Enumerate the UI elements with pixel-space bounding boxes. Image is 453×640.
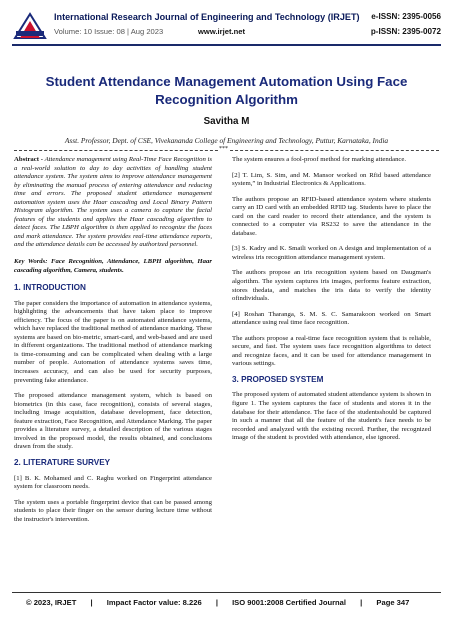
reference-3: [3] S. Kadry and K. Smaili worked on A design and implementation of a wireless iris recognition attendance management system. xyxy=(232,245,431,261)
abstract-label: Abstract - xyxy=(14,156,43,163)
footer-copyright: © 2023, IRJET xyxy=(26,598,77,607)
section-heading-proposed-system: 3. PROPOSED SYSTEM xyxy=(232,374,324,384)
journal-masthead xyxy=(12,10,441,44)
footer-separator: | xyxy=(90,598,93,607)
author-affiliation: Asst. Professor, Dept. of CSE, Vivekananda College of Engineering and Technology, Puttur, Karnataka, India xyxy=(64,136,389,145)
journal-meta xyxy=(54,27,245,36)
literature-paragraph-3: The system ensures a fool-proof method for marking attendance. xyxy=(232,156,407,163)
volume-issue: Volume: 10 Issue: 08 | Aug 2023 xyxy=(54,27,164,36)
proposed-system-paragraph: The proposed system of automated student attendance system is shown in figure 1. The system captures the face of students and stores it in the database for their attendance. The face of the studentsshould be captured in such a manner that all the feature of the student's face needs to be recorded and analyzed with the existing record. Further, the recognized image of the student is provided with attendance, else ignored. xyxy=(232,391,431,442)
footer-rule xyxy=(12,592,441,593)
literature-paragraph-5: The authors propose an iris recognition system based on Daugman's algorithm. The system captures iris images, performs feature extraction, stores thedata, and matches the iris data to verify the identity ofindividuals. xyxy=(232,269,431,303)
literature-paragraph-4: The authors propose an RFID-based attendance system where students carry an ID card with an embedded RFID tag. Students have to place the card on the card reader to record their attendance, and the system is connected to a computer via RS232 to save the attendance in the database. xyxy=(232,195,431,237)
literature-paragraph-1: [1] B. K. Mohamed and C. Raghu worked on Fingerprint attendance system for classroom needs. xyxy=(14,474,212,491)
section-heading-introduction: 1. INTRODUCTION xyxy=(14,283,86,293)
keywords-text: Face Recognition, Attendance, LBPH algorithm, Haar cascading algorithm, Camera, students. xyxy=(14,258,212,274)
irjet-logo-icon xyxy=(12,11,48,41)
p-issn: p-ISSN: 2395-0072 xyxy=(370,27,441,36)
paper-title: Student Attendance Management Automation Using Face Recognition Algorithm xyxy=(45,74,408,107)
right-column xyxy=(232,156,431,450)
journal-name: International Research Journal of Engineering and Technology (IRJET) xyxy=(54,12,360,22)
introduction-paragraph-1: The paper considers the importance of automation in attendance systems, highlighting the advancements that have taken place to improve efficiency. The focus of the paper is on automated attendance systems, which have replaced the traditional method of attendance marking. These systems are based on bio-metric, smart-card, and web-based and are used in different organizations. The traditional method of attendance marking is time-consuming and can be complicated when dealing with a large number of people. Automation of attendance systems saves time, increases accuracy, and can also be used for security purposes, preventing fake attendance. xyxy=(14,299,212,384)
header-rule xyxy=(12,44,441,46)
introduction-paragraph-2: The proposed attendance management system, which is based on biometrics (in this case, face recognition), consists of several stages, including image acquisition, database development, face detection, feature extraction, Face Recognition, and Attendance Marking. The paper provides a literature survey, a detailed description of the various stages involved in the proposed model, the results obtained, and conclusions drawn from the study. xyxy=(14,392,212,451)
footer-page-number: Page 347 xyxy=(376,598,410,607)
keywords-label: Key Words: xyxy=(14,258,48,266)
page-footer xyxy=(26,598,426,607)
abstract-text: Attendance management using Real-Time Face Recognition is a real-world solution to day to day activities of handling student attendance system. The system aims to improve attendance management by eliminating the manual process of entering attendance and reducing time and errors. The proposed student attendance management automation system uses the Haar cascading and Local Binary Pattern Histogram algorithm. The system uses a camera to capture the facial features of the students and applies the Haar cascading algorithm to detect faces. The LBPH algorithm is then applied to recognize the faces and mark attendance. The system provides real-time attendance reports, and the attendance details can be accessed by authorized personnel. xyxy=(14,156,213,249)
keywords xyxy=(14,258,212,275)
separator-mark: *** xyxy=(219,146,228,152)
section-heading-literature-survey: 2. LITERATURE SURVEY xyxy=(14,457,111,467)
left-column xyxy=(14,156,212,531)
literature-paragraph-6: The authors propose a real-time face recognition system that is reliable, secure, and fast. The system uses face recognition algorithms to detect and recognize faces, and it can be used for attendance management in various settings. xyxy=(232,334,431,368)
reference-4: [4] Roshan Tharanga, S. M. S. C. Samarakoon worked on Smart attendance using real time face recognition. xyxy=(232,310,431,327)
footer-impact-factor: Impact Factor value: 8.226 xyxy=(106,598,202,607)
literature-paragraph-2: The system uses a portable fingerprint device that can be passed among students to place their finger on the sensor during lecture time without the instructor's intervention. xyxy=(14,498,212,523)
footer-separator: | xyxy=(215,598,218,607)
footer-iso: ISO 9001:2008 Certified Journal xyxy=(232,598,347,607)
paper-author: Savitha M xyxy=(203,116,250,127)
abstract xyxy=(14,156,212,250)
reference-2: [2] T. Lim, S. Sim, and M. Mansor worked on Rfid based attendance system,” in Industrial Electronics & Applications. xyxy=(232,171,431,188)
journal-website-link[interactable]: www.irjet.net xyxy=(198,27,245,36)
footer-separator: | xyxy=(360,598,363,607)
e-issn: e-ISSN: 2395-0056 xyxy=(371,12,441,21)
